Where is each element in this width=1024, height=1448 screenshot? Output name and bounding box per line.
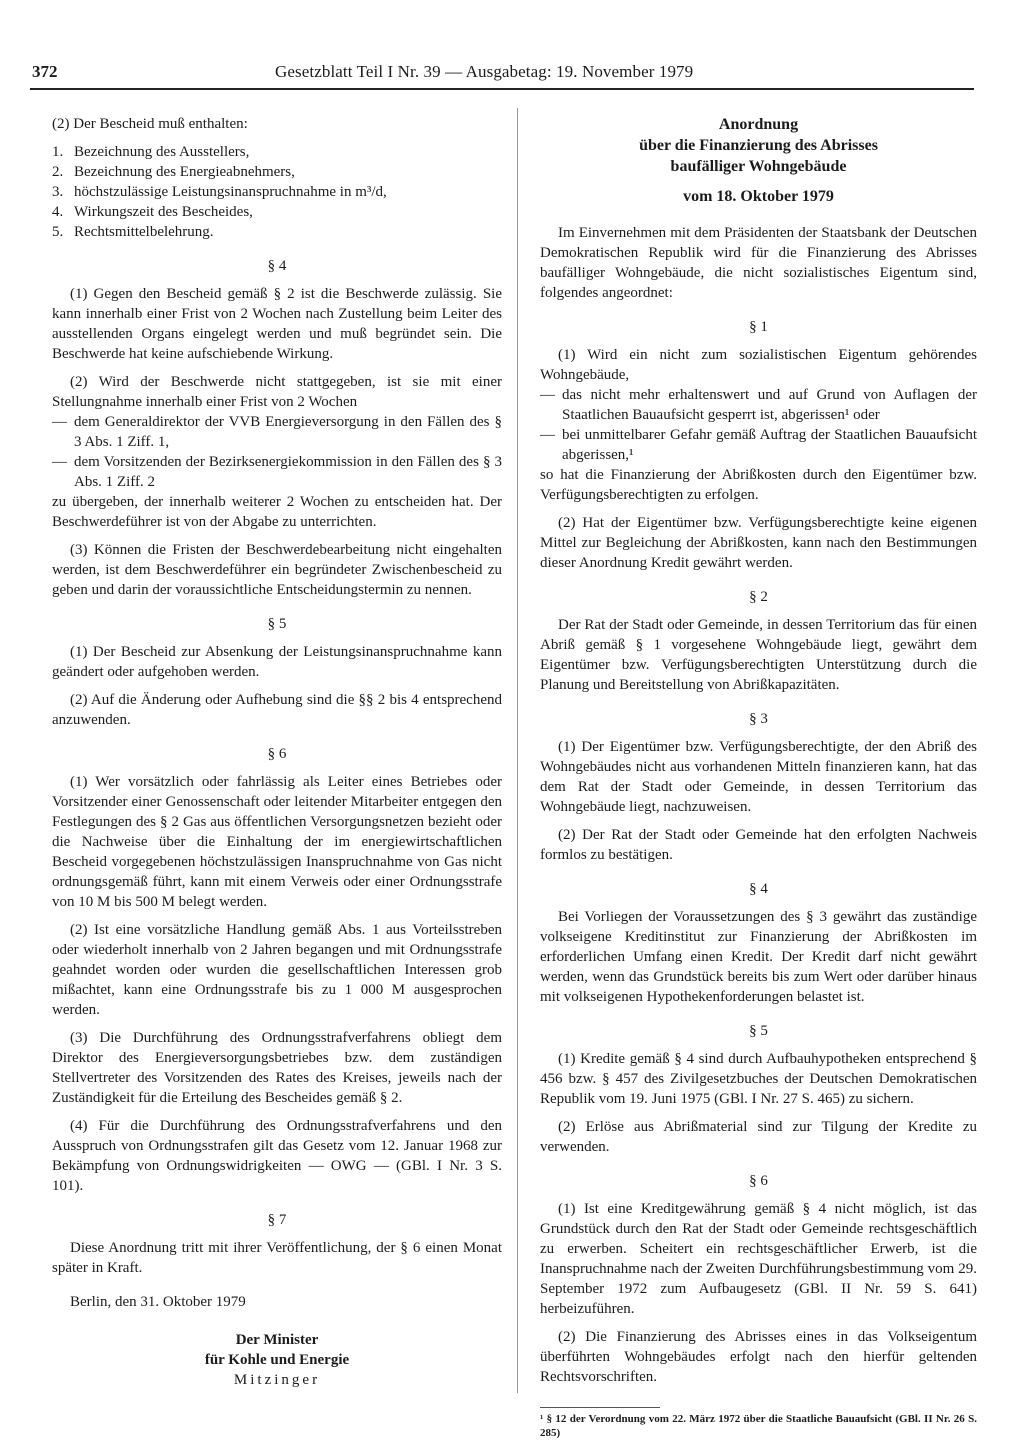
right-column: [540, 114, 977, 1448]
list-text: Bezeichnung des Energieabnehmers,: [74, 164, 295, 180]
section-heading: § 5: [749, 1023, 768, 1039]
list-text: Bezeichnung des Ausstellers,: [74, 144, 250, 160]
preamble: Im Einvernehmen mit dem Präsidenten der Staatsbank der Deutschen Demokratischen Republik wird für die Finanzierung des Abrisses baufälliger Wohngebäude, die nicht sozialistisches Eigentum sind, folgendes angeordnet:: [540, 225, 977, 301]
paragraph: (2) Wird der Beschwerde nicht stattgegeben, ist sie mit einer Stellungnahme innerhalb einer Frist von 2 Wochen: [52, 374, 502, 410]
list-item: [52, 202, 502, 222]
section-heading: § 6: [267, 746, 287, 762]
list-number: 2.: [52, 164, 64, 180]
paragraph: (2) Auf die Änderung oder Aufhebung sind die §§ 2 bis 4 entsprechend anzuwenden.: [52, 692, 502, 728]
paragraph: (2) Der Rat der Stadt oder Gemeinde hat den erfolgten Nachweis formlos zu bestätigen.: [540, 827, 977, 863]
dash-item: — dem Generaldirektor der VVB Energieversorgung in den Fällen des § 3 Abs. 1 Ziff. 1,: [52, 412, 502, 452]
paragraph: (2) Die Finanzierung des Abrisses eines in das Volkseigentum überführten Wohngebäudes erfolgt nach den hierfür geltenden Rechtsvorschriften.: [540, 1329, 977, 1385]
section-heading: § 5: [267, 616, 287, 632]
list-item: [52, 222, 502, 242]
footnote: ¹ § 12 der Verordnung vom 22. März 1972 über die Staatliche Bauaufsicht (GBl. II Nr. 26 S. 285): [540, 1413, 977, 1439]
list-text: Rechtsmittelbelehrung.: [74, 224, 214, 240]
list-number: 1.: [52, 144, 64, 160]
paragraph: Diese Anordnung tritt mit ihrer Veröffentlichung, der § 6 einen Monat später in Kraft.: [52, 1240, 502, 1276]
left-column: [52, 114, 502, 1390]
list-item: [52, 142, 502, 162]
paragraph: (1) Der Bescheid zur Absenkung der Leistungsinanspruchnahme kann geändert oder aufgehoben werden.: [52, 644, 502, 680]
list-text: höchstzulässige Leistungsinanspruchnahme in m³/d,: [74, 184, 387, 200]
list-text: Wirkungszeit des Bescheides,: [74, 204, 253, 220]
page-header: [30, 62, 974, 90]
paragraph: (1) Kredite gemäß § 4 sind durch Aufbauhypotheken entsprechend § 456 bzw. § 457 des Zivilgesetzbuches der Deutschen Demokratischen Republik vom 19. Juni 1975 (GBl. I Nr. 27 S. 465) zu sichern.: [540, 1051, 977, 1107]
paragraph: (2) Erlöse aus Abrißmaterial sind zur Tilgung der Kredite zu verwenden.: [540, 1119, 977, 1155]
ordinance-title: über die Finanzierung des Abrisses: [639, 137, 878, 154]
list-number: 4.: [52, 204, 64, 220]
footnote-rule: [540, 1407, 660, 1408]
paragraph: (1) Der Eigentümer bzw. Verfügungsberechtigte, der den Abriß des Wohngebäudes nicht aus vorhandenen Mitteln finanzieren kann, hat das dem Rat der Stadt oder Gemeinde, in dessen Territorium das Wohngebäude liegt, nachzuweisen.: [540, 739, 977, 815]
ordinance-title: baufälliger Wohngebäude: [670, 158, 847, 175]
page-number: 372: [32, 62, 58, 81]
dash-item: — dem Vorsitzenden der Bezirksenergiekommission in den Fällen des § 3 Abs. 1 Ziff. 2: [52, 452, 502, 492]
section-heading: § 4: [749, 881, 768, 897]
list-number: 5.: [52, 224, 64, 240]
paragraph: (1) Ist eine Kreditgewährung gemäß § 4 nicht möglich, ist das Grundstück durch den Rat der Stadt oder Gemeinde rechtsgeschäftlich zu erwerben. Scheitert ein rechtsgeschäftlicher Erwerb, ist die Inanspruchnahme nach der Zweiten Durchführungsbestimmung vom 29. September 1972 zum Aufbaugesetz (GBl. II Nr. 59 S. 641) herbeizuführen.: [540, 1201, 977, 1317]
paragraph: (1) Wird ein nicht zum sozialistischen Eigentum gehörendes Wohngebäude,: [540, 347, 977, 383]
paragraph: (3) Die Durchführung des Ordnungsstrafverfahrens obliegt dem Direktor des Energieversorgungsbetriebes bzw. dem zuständigen Stellvertreter des Vorsitzenden des Rates des Kreises, jeweils nach der Zuständigkeit für die Erteilung des Bescheides gemäß § 2.: [52, 1030, 502, 1106]
section-heading: § 7: [267, 1212, 287, 1228]
paragraph: Der Rat der Stadt oder Gemeinde, in dessen Territorium das für einen Abriß gemäß § 1 vorgesehene Wohngebäude liegt, gewährt dem Eigentümer bzw. Verfügungsberechtigten Unterstützung durch die Planung und Bereitstellung von Abrißkapazitäten.: [540, 617, 977, 693]
dash-item: — bei unmittelbarer Gefahr gemäß Auftrag der Staatlichen Bauaufsicht abgerissen,¹: [540, 425, 977, 465]
paragraph: so hat die Finanzierung der Abrißkosten durch den Eigentümer bzw. Verfügungsberechtigten zu erfolgen.: [540, 467, 977, 503]
signature-name: Mitzinger: [233, 1372, 321, 1388]
paragraph: zu übergeben, der innerhalb weiterer 2 Wochen zu entscheiden hat. Der Beschwerdeführer ist von der Abgabe zu unterrichten.: [52, 494, 502, 530]
list-item: [52, 182, 502, 202]
signature-ministry: für Kohle und Energie: [204, 1352, 350, 1368]
requirements-list: [52, 142, 502, 242]
signature-title: Der Minister: [235, 1332, 319, 1348]
paragraph: (2) Der Bescheid muß enthalten:: [52, 116, 248, 132]
list-item: [52, 162, 502, 182]
paragraph: (1) Gegen den Bescheid gemäß § 2 ist die Beschwerde zulässig. Sie kann innerhalb einer Frist von 2 Wochen nach Zustellung beim Leiter des ausstellenden Organs eingelegt werden und muß begründet sein. Die Beschwerde hat keine aufschiebende Wirkung.: [52, 286, 502, 362]
place-date: Berlin, den 31. Oktober 1979: [70, 1294, 246, 1310]
paragraph: (2) Hat der Eigentümer bzw. Verfügungsberechtigte keine eigenen Mittel zur Begleichung der Abrißkosten, kann nach den Bestimmungen dieser Anordnung Kredit gewährt werden.: [540, 515, 977, 571]
column-divider: [517, 108, 518, 1393]
paragraph: (4) Für die Durchführung des Ordnungsstrafverfahrens und den Ausspruch von Ordnungsstrafen gilt das Gesetz vom 12. Januar 1968 zur Bekämpfung von Ordnungswidrigkeiten — OWG — (GBl. I Nr. 3 S. 101).: [52, 1118, 502, 1194]
section-heading: § 6: [749, 1173, 768, 1189]
running-title: Gesetzblatt Teil I Nr. 39 — Ausgabetag: 19. November 1979: [275, 62, 694, 81]
section-heading: § 4: [267, 258, 287, 274]
ordinance-date: vom 18. Oktober 1979: [683, 188, 834, 205]
paragraph: (2) Ist eine vorsätzliche Handlung gemäß Abs. 1 aus Vorteilsstreben oder wiederholt innerhalb von 2 Jahren begangen und mit Ordnungsstrafe geahndet worden oder wurden die gesellschaftlichen Interessen grob mißachtet, kann eine Ordnungsstrafe bis zu 1 000 M ausgesprochen werden.: [52, 922, 502, 1018]
section-heading: § 3: [749, 711, 768, 727]
dash-item: — das nicht mehr erhaltenswert und auf Grund von Auflagen der Staatlichen Bauaufsicht gesperrt ist, abgerissen¹ oder: [540, 385, 977, 425]
list-number: 3.: [52, 184, 64, 200]
paragraph: (1) Wer vorsätzlich oder fahrlässig als Leiter eines Betriebes oder Vorsitzender einer Genossenschaft oder leitender Mitarbeiter entgegen den Festlegungen des § 2 Gas aus öffentlichen Versorgungsnetzen bezieht oder die Nachweise über die Einhaltung der im energiewirtschaftlichen Bescheid vorgegebenen höchstzulässigen Inanspruchnahme von Gas nicht ordnungsgemäß führt, kann mit einem Verweis oder einer Ordnungsstrafe von 10 M bis 500 M belegt werden.: [52, 774, 502, 910]
ordinance-title: Anordnung: [718, 116, 799, 133]
paragraph: Bei Vorliegen der Voraussetzungen des § 3 gewährt das zuständige volkseigene Kreditinstitut zur Finanzierung der Abrißkosten im erforderlichen Umfang einen Kredit. Der Kredit darf nicht gewährt werden, wenn das Grundstück bereits bis zum Wert oder darüber hinaus mit volkseigenen Hypothekenforderungen belastet ist.: [540, 909, 977, 1005]
paragraph: (3) Können die Fristen der Beschwerdebearbeitung nicht eingehalten werden, ist dem Beschwerdeführer ein begründeter Zwischenbescheid zu geben und darin der voraussichtliche Entscheidungstermin zu nennen.: [52, 542, 502, 598]
section-heading: § 1: [749, 319, 768, 335]
section-heading: § 2: [749, 589, 768, 605]
